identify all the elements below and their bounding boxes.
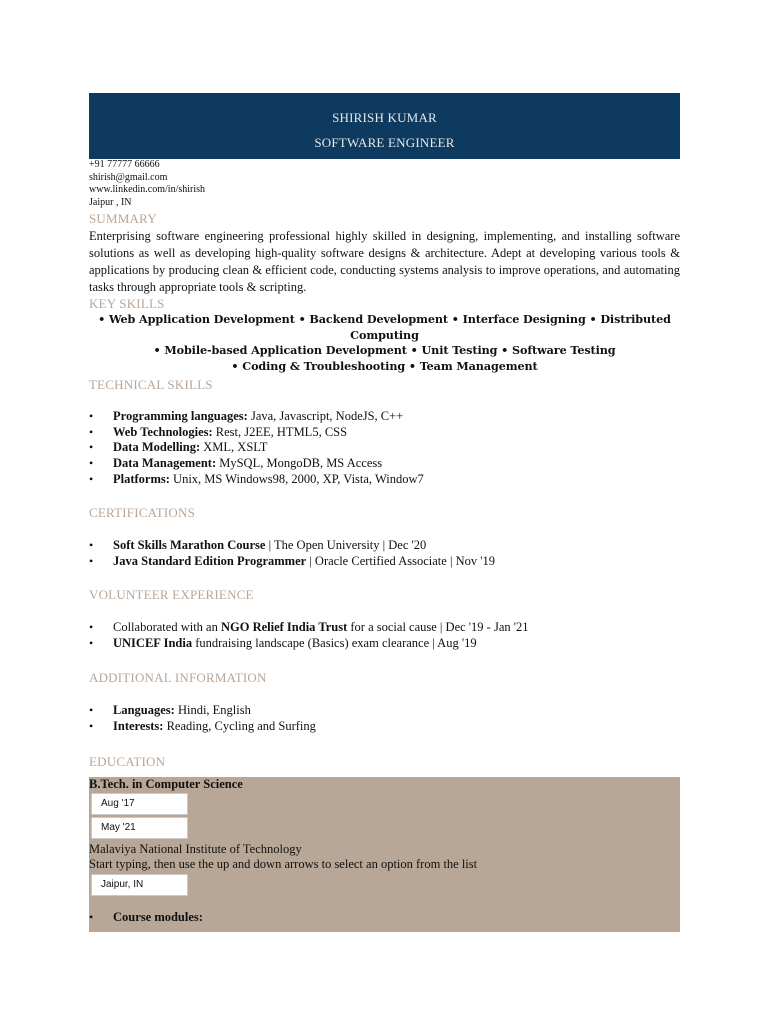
key-skills-heading: KEY SKILLS <box>89 296 165 311</box>
key-skills-list <box>89 312 680 375</box>
list-item <box>89 456 680 472</box>
list-item <box>89 620 680 636</box>
item-value: XML, XSLT <box>200 440 268 455</box>
item-label: NGO Relief India Trust <box>220 620 348 635</box>
list-item <box>89 719 680 735</box>
list-item <box>89 554 680 570</box>
list-item <box>89 636 680 652</box>
contact-block <box>89 159 680 209</box>
item-label: UNICEF India <box>113 636 193 651</box>
item-value: for a social cause | Dec '19 - Jan '21 <box>347 620 529 635</box>
contact-email: shirish@gmail.com <box>89 171 168 183</box>
end-date-field[interactable]: May '21 <box>91 817 188 839</box>
certifications-heading: CERTIFICATIONS <box>89 504 196 520</box>
list-item <box>89 409 680 425</box>
contact-phone: +91 77777 66666 <box>89 159 160 170</box>
location-field[interactable]: Jaipur, IN <box>91 874 188 896</box>
autocomplete-hint: Start typing, then use the up and down arrows to select an option from the list <box>89 857 478 872</box>
list-item <box>89 703 680 719</box>
summary-text: Enterprising software engineering professional highly skilled in designing, implementing, and installing software solutions as well as developing high-quality software designs & architecture. Adept at developing various tools & applications by producing clean & efficient code, conducting systems analysis to improve operations, and automating tasks through appropriate tools & scripting. <box>89 229 680 294</box>
item-value: | The Open University | Dec '20 <box>265 537 427 552</box>
certifications-list <box>89 538 680 570</box>
item-label: Web Technologies: <box>113 424 213 439</box>
resume-header <box>89 93 680 159</box>
item-label: Data Modelling: <box>113 440 201 455</box>
item-value: Hindi, English <box>174 702 251 717</box>
item-label: Languages: <box>113 702 175 717</box>
technical-skills-heading: TECHNICAL SKILLS <box>89 376 213 392</box>
item-value: MySQL, MongoDB, MS Access <box>216 456 383 471</box>
contact-location: Jaipur , IN <box>89 196 132 208</box>
list-item <box>89 538 680 554</box>
item-prefix: Collaborated with an <box>113 620 221 635</box>
item-label: Data Management: <box>113 456 217 471</box>
item-value: Java, Javascript, NodeJS, C++ <box>247 408 404 423</box>
item-value: | Oracle Certified Associate | Nov '19 <box>306 553 495 568</box>
item-label: Interests: <box>113 718 164 733</box>
list-item <box>89 425 680 441</box>
item-value: fundraising landscape (Basics) exam clearance | Aug '19 <box>192 636 477 651</box>
item-label: Programming languages: <box>113 408 248 423</box>
technical-skills-list <box>89 409 680 488</box>
item-label: Platforms: <box>113 472 170 486</box>
candidate-title: SOFTWARE ENGINEER <box>314 135 455 150</box>
course-modules-list <box>89 910 680 926</box>
additional-heading: ADDITIONAL INFORMATION <box>89 669 267 685</box>
item-label: Soft Skills Marathon Course <box>113 537 266 552</box>
degree-title: B.Tech. in Computer Science <box>89 776 243 791</box>
list-item <box>89 440 680 456</box>
education-block <box>89 777 680 932</box>
item-value: Unix, MS Windows98, 2000, XP, Vista, Window7 <box>169 472 424 486</box>
key-skills-line: • Mobile-based Application Development • Unit Testing • Software Testing <box>153 343 616 358</box>
candidate-name: SHIRISH KUMAR <box>332 110 437 125</box>
item-label: Java Standard Edition Programmer <box>113 553 307 568</box>
summary-heading: SUMMARY <box>89 211 157 226</box>
start-date-field[interactable]: Aug '17 <box>91 793 188 815</box>
item-value: Reading, Cycling and Surfing <box>163 718 316 733</box>
additional-list <box>89 703 680 735</box>
education-heading: EDUCATION <box>89 753 166 769</box>
key-skills-line: • Coding & Troubleshooting • Team Management <box>231 359 538 374</box>
volunteer-heading: VOLUNTEER EXPERIENCE <box>89 587 254 603</box>
resume-page <box>89 93 680 932</box>
key-skills-line: • Web Application Development • Backend Development • Interface Designing • Distributed Computing <box>98 312 671 342</box>
item-value: Rest, J2EE, HTML5, CSS <box>212 424 348 439</box>
contact-linkedin: www.linkedin.com/in/shirish <box>89 184 206 195</box>
institute-name: Malaviya National Institute of Technology <box>89 841 302 856</box>
volunteer-list <box>89 620 680 652</box>
list-item <box>89 472 680 488</box>
course-modules-label: Course modules: <box>113 909 203 924</box>
list-item <box>89 910 680 926</box>
